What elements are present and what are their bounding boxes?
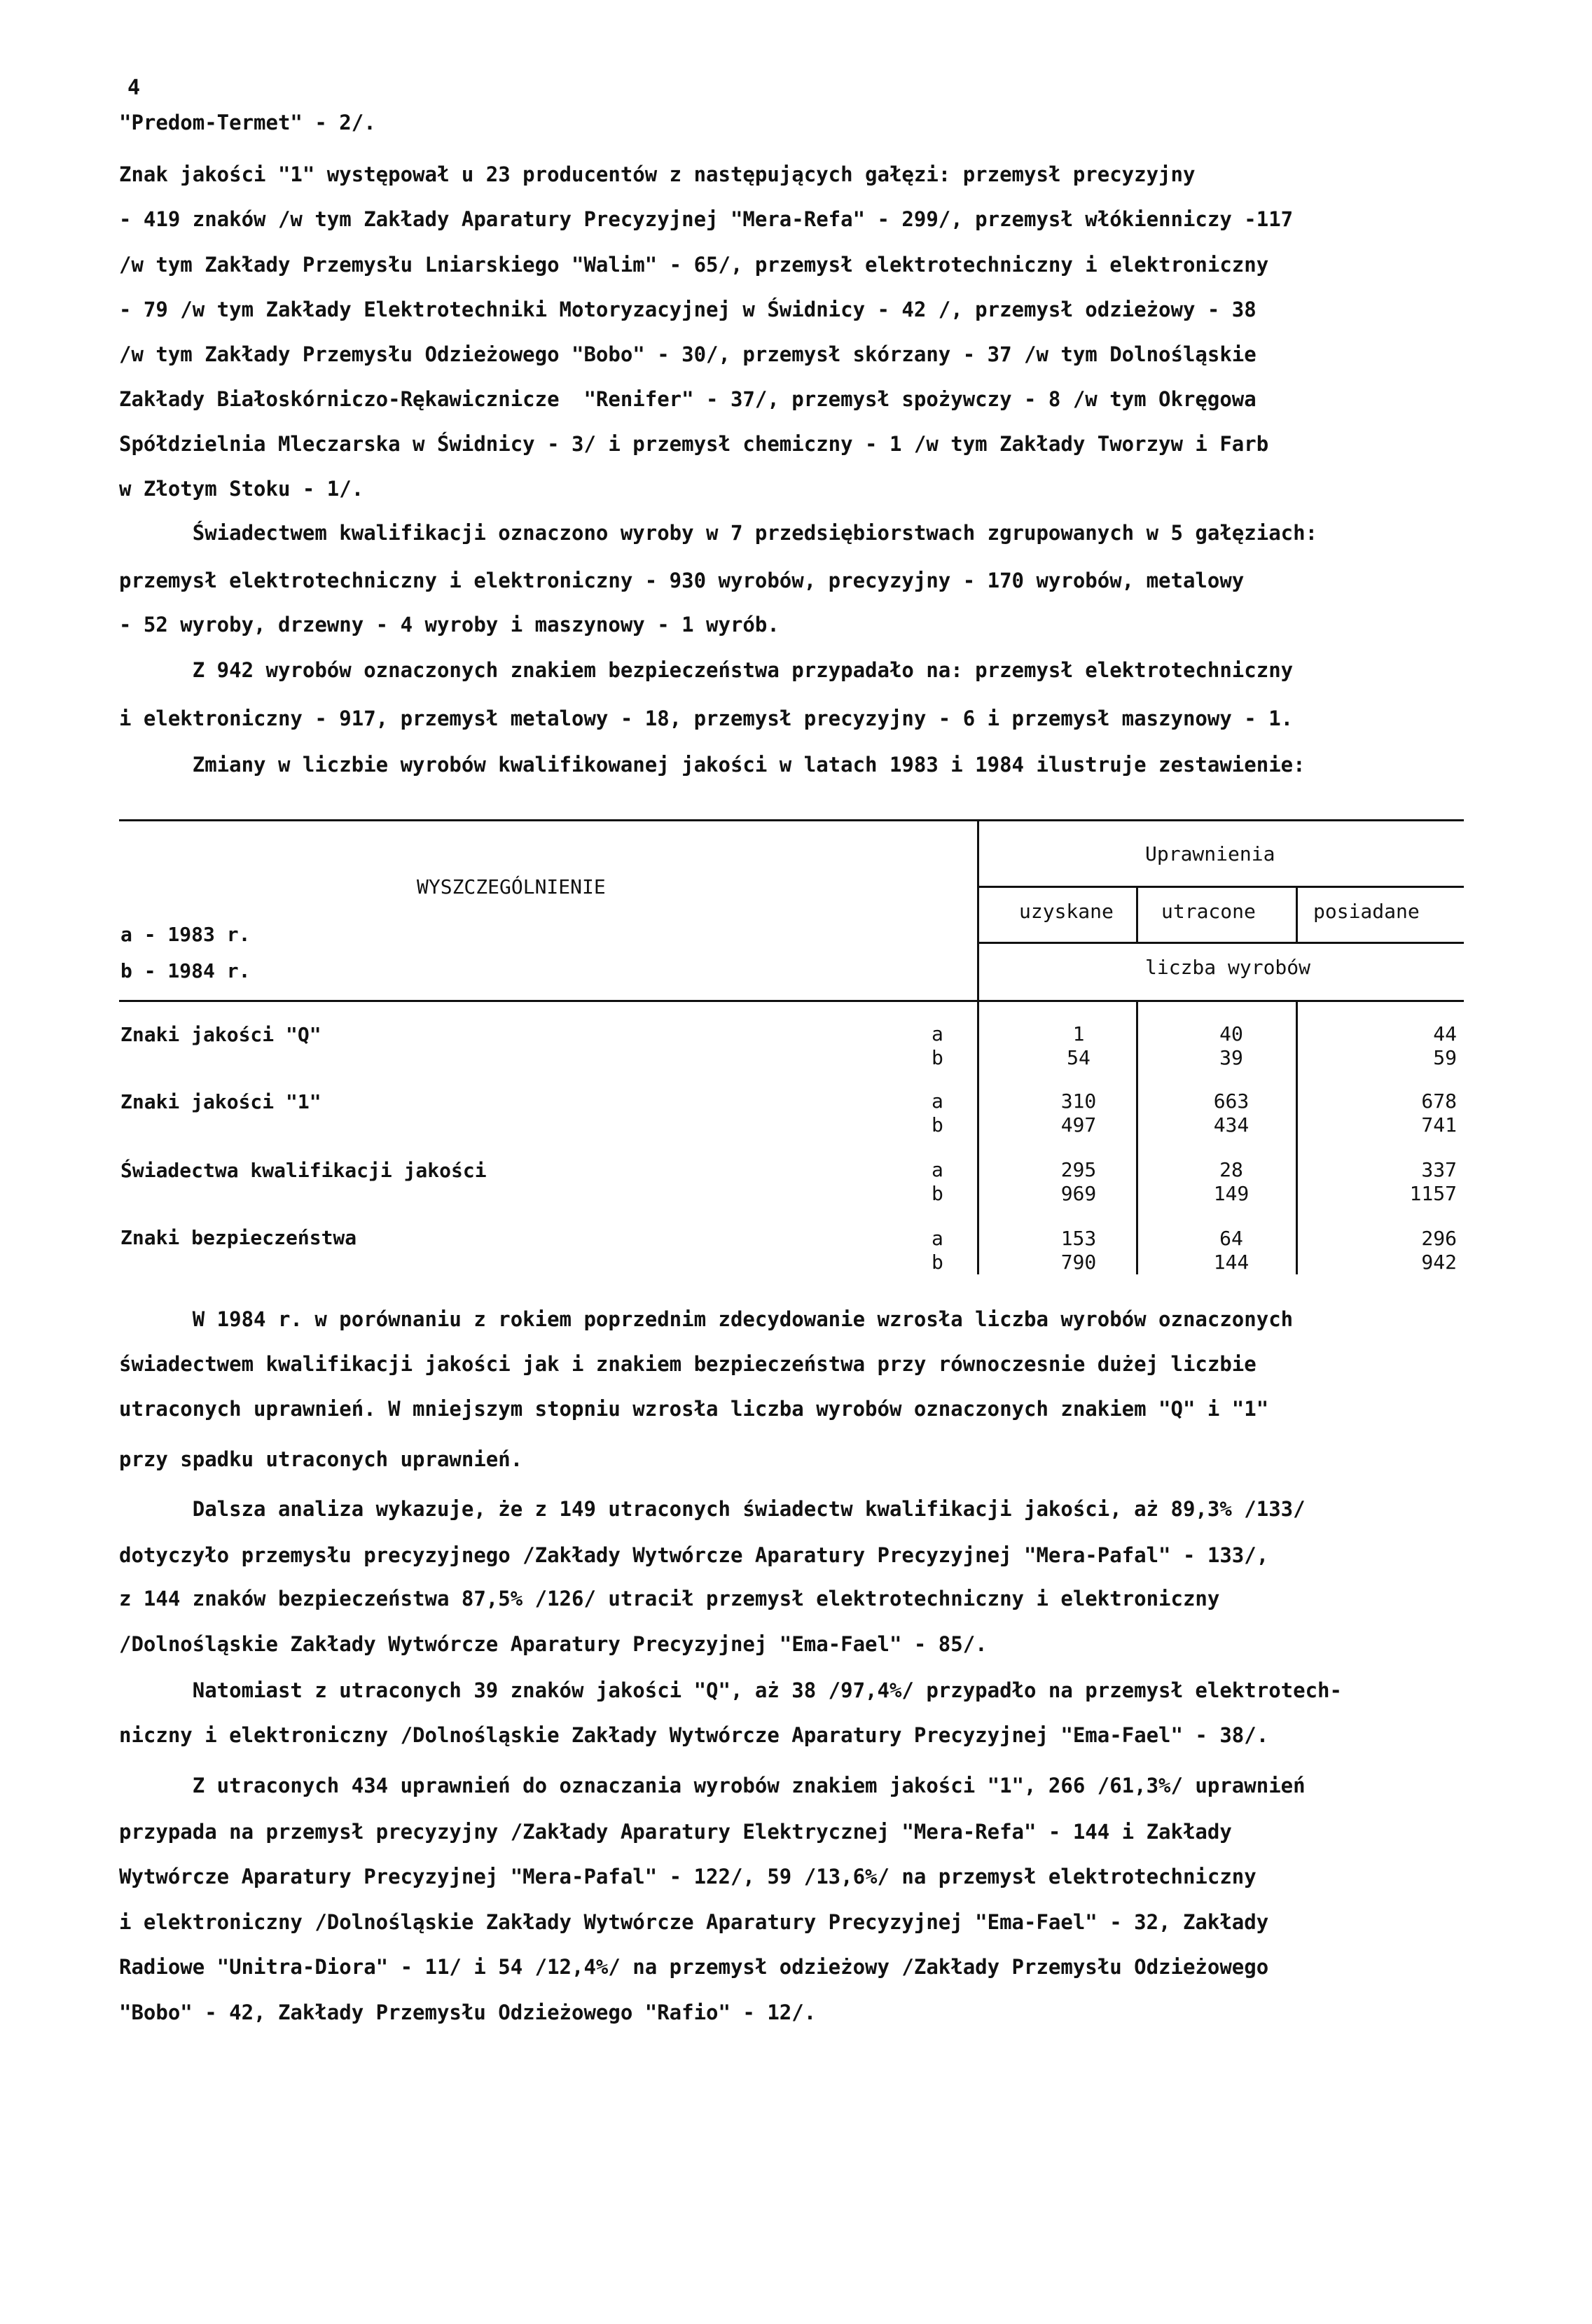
text-line: - 419 znaków /w tym Zakłady Aparatury Precyzyjnej "Mera-Refa" - 299/, przemysł włókienniczy -117 xyxy=(119,207,1294,231)
column-header-utracone: utracone xyxy=(1161,900,1256,923)
text-line: Spółdzielnia Mleczarska w Świdnicy - 3/ i przemysł chemiczny - 1 /w tym Zakłady Tworzyw i Farb xyxy=(119,432,1269,456)
table-cell: 663 xyxy=(1213,1090,1250,1113)
table-cell: 678 xyxy=(1421,1090,1457,1113)
text-line: "Predom-Termet" - 2/. xyxy=(119,111,376,134)
text-line: przypada na przemysł precyzyjny /Zakłady Aparatury Elektrycznej "Mera-Refa" - 144 i Zakłady xyxy=(119,1820,1232,1844)
text-line: przy spadku utraconych uprawnień. xyxy=(119,1447,523,1471)
table-cell: 942 xyxy=(1421,1251,1457,1274)
table-cell: 310 xyxy=(1060,1090,1097,1113)
row-letter-a: a xyxy=(932,1090,943,1113)
text-line: w Złotym Stoku - 1/. xyxy=(119,477,364,501)
text-line: /w tym Zakłady Przemysłu Odzieżowego "Bobo" - 30/, przemysł skórzany - 37 /w tym Dolnośląskie xyxy=(119,342,1257,366)
text-line: "Bobo" - 42, Zakłady Przemysłu Odzieżowego "Rafio" - 12/. xyxy=(119,2001,817,2024)
table-cell: 40 xyxy=(1219,1022,1243,1045)
subheader-divider xyxy=(1296,888,1298,942)
text-line: - 52 wyroby, drzewny - 4 wyroby i maszynowy - 1 wyrób. xyxy=(119,613,780,636)
text-line: W 1984 r. w porównaniu z rokiem poprzednim zdecydowanie wzrosła liczba wyrobów oznaczonych xyxy=(119,1307,1294,1331)
row-label: Znaki bezpieczeństwa xyxy=(120,1226,357,1249)
row-letter-b: b xyxy=(932,1046,943,1069)
row-label: Świadectwa kwalifikacji jakości xyxy=(120,1159,487,1182)
table-cell: 969 xyxy=(1060,1182,1097,1205)
table-cell: 295 xyxy=(1060,1158,1097,1181)
column-divider xyxy=(1136,1002,1138,1274)
group-header-rule xyxy=(979,886,1464,888)
row-letter-a: a xyxy=(932,1227,943,1250)
table-cell: 64 xyxy=(1219,1227,1243,1250)
text-line: i elektroniczny - 917, przemysł metalowy - 18, przemysł precyzyjny - 6 i przemysł maszynowy - 1. xyxy=(119,707,1294,730)
text-line: /Dolnośląskie Zakłady Wytwórcze Aparatury Precyzyjnej "Ema-Fael" - 85/. xyxy=(119,1632,988,1656)
text-line: Radiowe "Unitra-Diora" - 11/ i 54 /12,4%/ na przemysł odzieżowy /Zakłady Przemysłu Odzieżowego xyxy=(119,1955,1269,1979)
table-cell: 1 xyxy=(1072,1022,1085,1045)
text-line: Znak jakości "1" występował u 23 producentów z następujących gałęzi: przemysł precyzyjny xyxy=(119,162,1196,186)
row-letter-b: b xyxy=(932,1251,943,1274)
legend-a: a - 1983 r. xyxy=(120,923,251,946)
table-cell: 741 xyxy=(1421,1113,1457,1136)
table-cell: 1157 xyxy=(1409,1182,1457,1205)
text-line: świadectwem kwalifikacji jakości jak i znakiem bezpieczeństwa przy równoczesnie dużej liczbie xyxy=(119,1352,1257,1376)
table-cell: 28 xyxy=(1219,1158,1243,1181)
text-line: utraconych uprawnień. W mniejszym stopniu wzrosła liczba wyrobów oznaczonych znakiem "Q" i "1" xyxy=(119,1397,1269,1421)
row-letter-a: a xyxy=(932,1022,943,1045)
text-line: Dalsza analiza wykazuje, że z 149 utraconych świadectw kwalifikacji jakości, aż 89,3% /133/ xyxy=(119,1497,1306,1521)
subheader-rule xyxy=(979,942,1464,944)
text-line: - 79 /w tym Zakłady Elektrotechniki Motoryzacyjnej w Świdnicy - 42 /, przemysł odzieżowy - 38 xyxy=(119,298,1257,321)
table-cell: 434 xyxy=(1213,1113,1250,1136)
group-header: Uprawnienia xyxy=(1145,842,1275,865)
text-line: z 144 znaków bezpieczeństwa 87,5% /126/ utracił przemysł elektrotechniczny i elektroniczny xyxy=(119,1587,1220,1610)
table-stub-header: WYSZCZEGÓLNIENIE xyxy=(417,875,606,898)
row-label: Znaki jakości "1" xyxy=(120,1090,321,1113)
text-line: Natomiast z utraconych 39 znaków jakości "Q", aż 38 /97,4%/ przypadło na przemysł elektrotech- xyxy=(119,1678,1342,1702)
text-line: Zakłady Białoskórniczo-Rękawicznicze "Renifer" - 37/, przemysł spożywczy - 8 /w tym Okręgowa xyxy=(119,387,1257,411)
table-cell: 39 xyxy=(1219,1046,1243,1069)
table-cell: 790 xyxy=(1060,1251,1097,1274)
text-line: niczny i elektroniczny /Dolnośląskie Zakłady Wytwórcze Aparatury Precyzyjnej "Ema-Fael" - 38/. xyxy=(119,1723,1269,1747)
subheader-divider xyxy=(1136,888,1138,942)
text-line: Zmiany w liczbie wyrobów kwalifikowanej jakości w latach 1983 i 1984 ilustruje zestawienie: xyxy=(119,753,1306,777)
text-line: przemysł elektrotechniczny i elektroniczny - 930 wyrobów, precyzyjny - 170 wyrobów, metalowy xyxy=(119,569,1245,592)
table-top-rule xyxy=(119,819,1464,821)
table-cell: 54 xyxy=(1067,1046,1091,1069)
table-header-bottom-rule xyxy=(119,1000,1464,1002)
table-cell: 497 xyxy=(1060,1113,1097,1136)
table-cell: 337 xyxy=(1421,1158,1457,1181)
row-letter-b: b xyxy=(932,1113,943,1136)
legend-b: b - 1984 r. xyxy=(120,959,251,982)
page-number: 4 xyxy=(127,76,141,100)
row-letter-b: b xyxy=(932,1182,943,1205)
table-cell: 59 xyxy=(1433,1046,1457,1069)
table-cell: 144 xyxy=(1213,1251,1250,1274)
table-cell: 149 xyxy=(1213,1182,1250,1205)
row-label: Znaki jakości "Q" xyxy=(120,1023,321,1046)
unit-header: liczba wyrobów xyxy=(1145,956,1311,979)
text-line: /w tym Zakłady Przemysłu Lniarskiego "Walim" - 65/, przemysł elektrotechniczny i elektroniczny xyxy=(119,253,1269,277)
table-cell: 153 xyxy=(1060,1227,1097,1250)
text-line: dotyczyło przemysłu precyzyjnego /Zakłady Wytwórcze Aparatury Precyzyjnej "Mera-Pafal" - 133/, xyxy=(119,1543,1269,1567)
table-cell: 296 xyxy=(1421,1227,1457,1250)
table-cell: 44 xyxy=(1433,1022,1457,1045)
text-line: Wytwórcze Aparatury Precyzyjnej "Mera-Pafal" - 122/, 59 /13,6%/ na przemysł elektrotechniczny xyxy=(119,1865,1257,1888)
column-divider xyxy=(1296,1002,1298,1274)
text-line: Z utraconych 434 uprawnień do oznaczania wyrobów znakiem jakości "1", 266 /61,3%/ uprawnień xyxy=(119,1774,1306,1797)
row-letter-a: a xyxy=(932,1158,943,1181)
column-header-uzyskane: uzyskane xyxy=(1019,900,1114,923)
text-line: Świadectwem kwalifikacji oznaczono wyroby w 7 przedsiębiorstwach zgrupowanych w 5 gałęziach: xyxy=(119,521,1318,545)
column-header-posiadane: posiadane xyxy=(1313,900,1420,923)
text-line: Z 942 wyrobów oznaczonych znakiem bezpieczeństwa przypadało na: przemysł elektrotechniczny xyxy=(119,658,1294,682)
text-line: i elektroniczny /Dolnośląskie Zakłady Wytwórcze Aparatury Precyzyjnej "Ema-Fael" - 32, Zakłady xyxy=(119,1910,1269,1934)
